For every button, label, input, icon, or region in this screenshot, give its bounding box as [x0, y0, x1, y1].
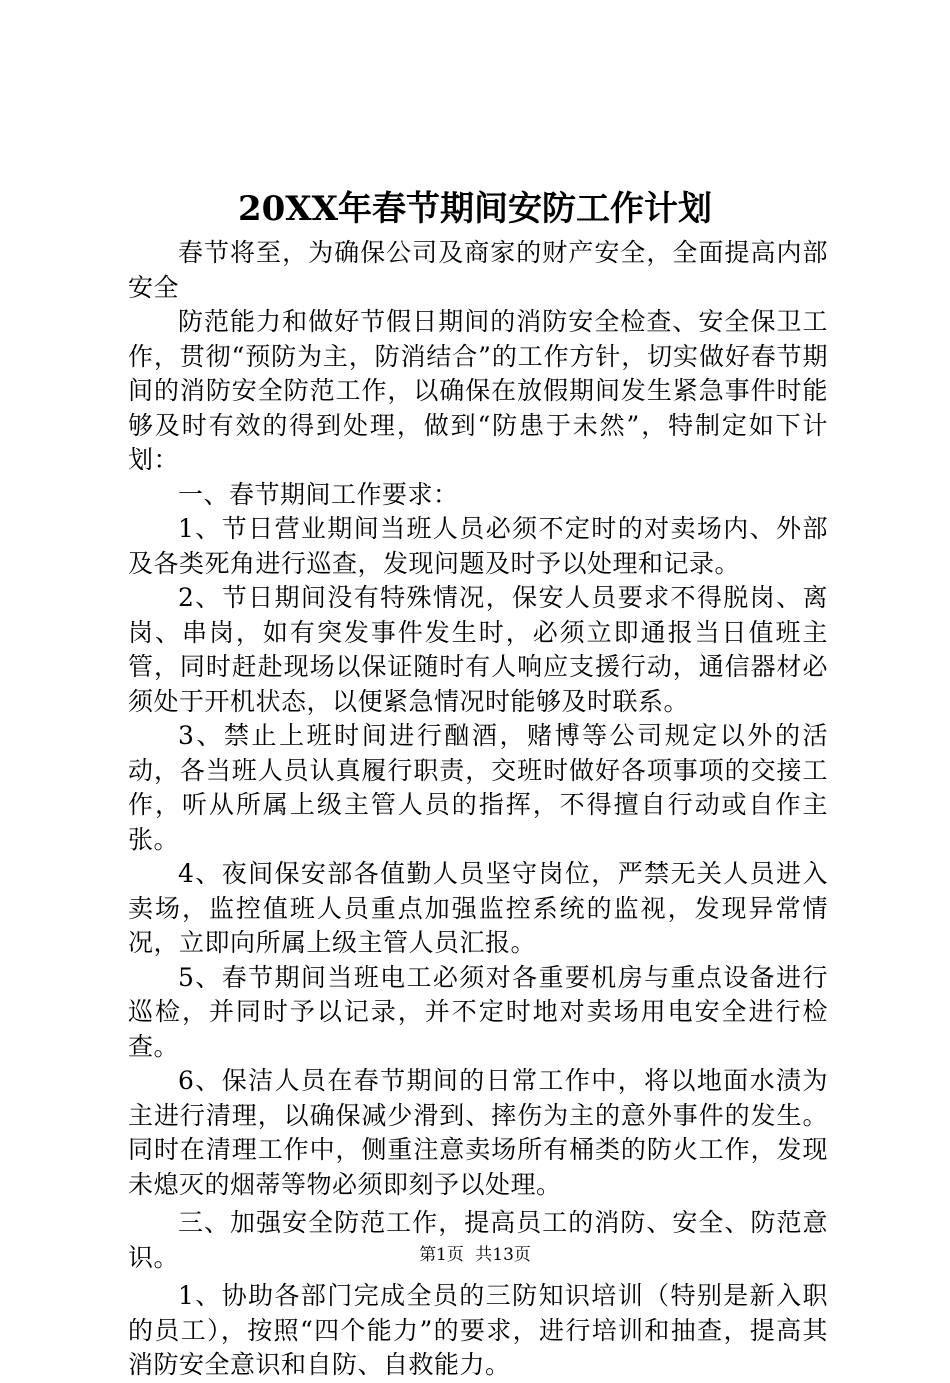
paragraph-purpose: 防范能力和做好节假日期间的消防安全检查、安全保卫工作，贯彻“预防为主，防消结合”的工作方针，切实做好春节期间的消防安全防范工作，以确保在放假期间发生紧急事件时能够及时有效的得到处理，做到“防患于未然”，特制定如下计划：: [128, 307, 828, 474]
document-title: 20XX年春节期间安防工作计划: [237, 189, 713, 229]
paragraph-item-4: 4、夜间保安部各值勤人员坚守岗位，严禁无关人员进入卖场，监控值班人员重点加强监控系统的监视，发现异常情况，立即向所属上级主管人员汇报。: [128, 859, 828, 957]
paragraph-item-2: 2、节日期间没有特殊情况，保安人员要求不得脱岗、离岗、串岗，如有突发事件发生时，必须立即通报当日值班主管，同时赶赴现场以保证随时有人响应支援行动，通信器材必须处于开机状态，以便紧急情况时能够及时联系。: [128, 583, 828, 716]
section-heading-requirements: 一、春节期间工作要求：: [178, 479, 459, 509]
paragraph-intro: 春节将至，为确保公司及商家的财产安全，全面提高内部安全: [128, 238, 828, 302]
paragraph-item-3: 3、禁止上班时间进行酗酒，赌博等公司规定以外的活动，各当班人员认真履行职责，交班时做好各项事项的交接工作，听从所属上级主管人员的指挥，不得擅自行动或自作主张。: [128, 721, 828, 854]
document-body: [128, 236, 828, 1383]
page-footer: [0, 1243, 950, 1267]
paragraph-item-1: 1、节日营业期间当班人员必须不定时的对卖场内、外部及各类死角进行巡查，发现问题及时予以处理和记录。: [128, 514, 828, 578]
paragraph-item-5: 5、春节期间当班电工必须对各重要机房与重点设备进行巡检，并同时予以记录，并不定时地对卖场用电安全进行检查。: [128, 962, 828, 1061]
paragraph-training: 1、协助各部门完成全员的三防知识培训（特别是新入职的员工），按照“四个能力”的要求，进行培训和抽查，提高其消防安全意识和自防、自救能力。: [128, 1281, 828, 1379]
paragraph-item-6: 6、保洁人员在春节期间的日常工作中，将以地面水渍为主进行清理，以确保减少滑到、摔伤为主的意外事件的发生。同时在清理工作中，侧重注意卖场所有桶类的防火工作，发现未熄灭的烟蒂等物必须即刻予以处理。: [128, 1066, 828, 1199]
section-heading-awareness: 三、加强安全防范工作，提高员工的消防、安全、防范意识。: [128, 1208, 828, 1272]
page-number: 第1页: [419, 1245, 464, 1265]
page-total: 共13页: [475, 1245, 531, 1265]
